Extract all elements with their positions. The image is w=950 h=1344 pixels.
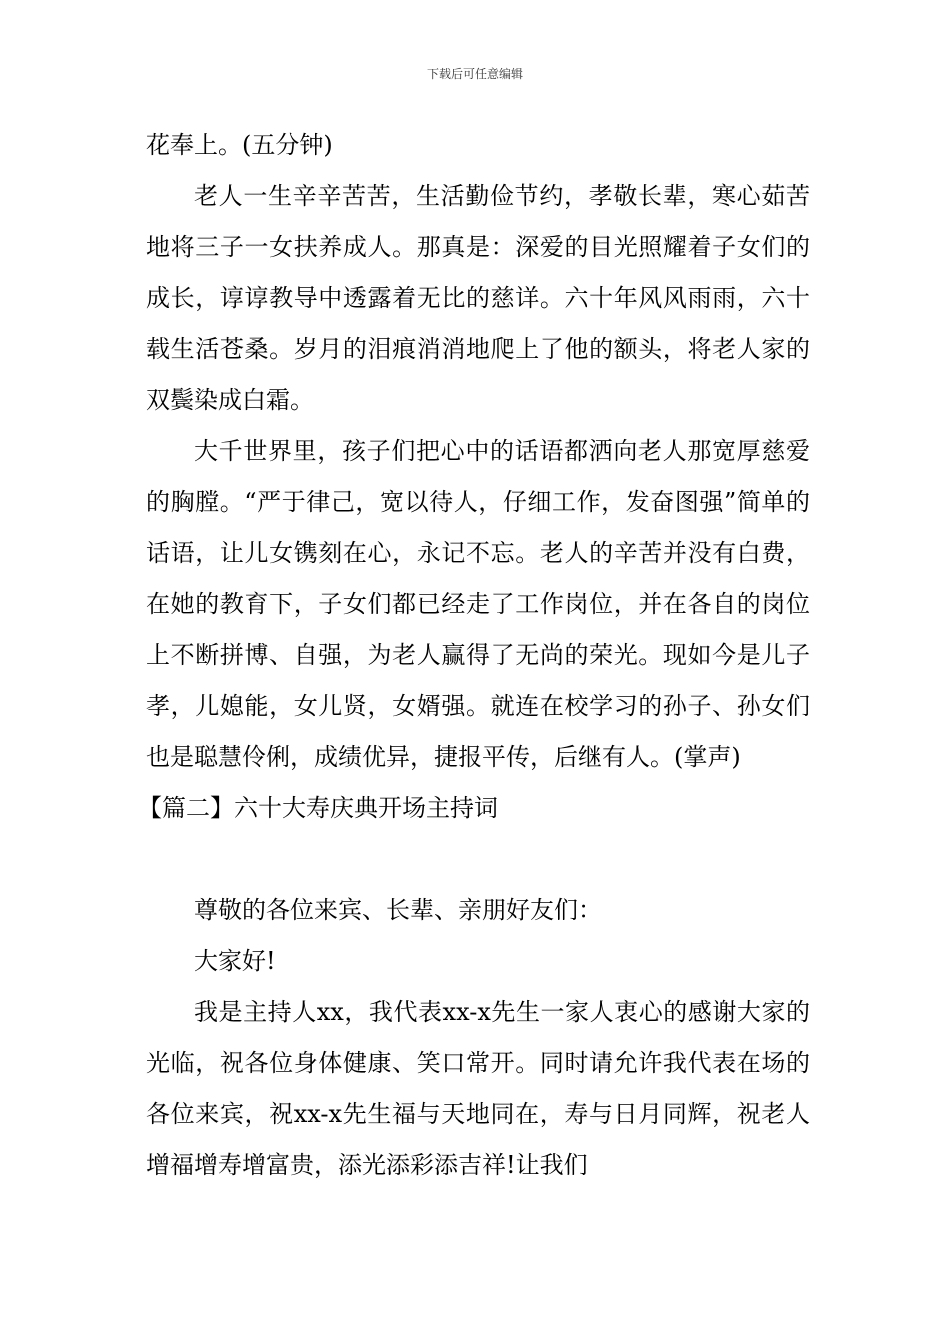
paragraph-greeting: 尊敬的各位来宾、长辈、亲朋好友们： (194, 896, 602, 924)
paragraph-elder-life: 老人一生辛辛苦苦，生活勤俭节约，孝敬长辈，寒心茹苦地将三子一女扶养成人。那真是：深爱的目光照耀着子女们的成长，谆谆教导中透露着无比的慈详。六十年风风雨雨，六十载生活苍桑。岁月的泪痕消消地爬上了他的额头，将老人家的双鬓染成白霜。 (146, 182, 810, 414)
blank-line (146, 834, 810, 885)
paragraph-hello: 大家好! (194, 947, 276, 975)
document-body (138, 120, 810, 1191)
paragraph-host-intro: 我是主持人xx，我代表xx-x先生一家人衷心的感谢大家的光临，祝各位身体健康、笑口常开。同时请允许我代表在场的各位来宾，祝xx-x先生福与天地同在，寿与日月同辉，祝老人增福增寿增富贵，添光添彩添吉祥!让我们 (146, 998, 810, 1179)
paragraph-children: 大千世界里，孩子们把心中的话语都洒向老人那宽厚慈爱的胸膛。“严于律己，宽以待人，仔细工作，发奋图强”简单的话语，让儿女镌刻在心，永记不忘。老人的辛苦并没有白费，在她的教育下，子女们都已经走了工作岗位，并在各自的岗位上不断拼博、自强，为老人赢得了无尚的荣光。现如今是儿子孝，儿媳能，女儿贤，女婿强。就连在校学习的孙子、孙女们也是聪慧伶俐，成绩优异，捷报平传，后继有人。(掌声) (146, 437, 810, 771)
paragraph-continuation: 花奉上。(五分钟) (146, 131, 333, 159)
page-header-note: 下载后可任意编辑 (426, 67, 523, 81)
section-heading: 【篇二】六十大寿庆典开场主持词 (138, 794, 498, 822)
